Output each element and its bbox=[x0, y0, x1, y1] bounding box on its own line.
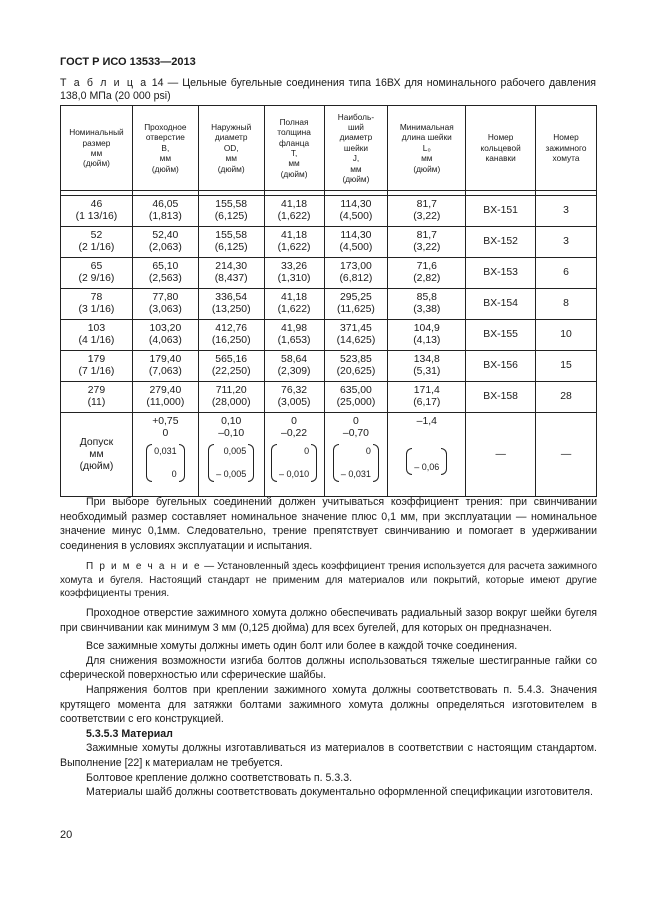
header-line: B, bbox=[161, 142, 170, 153]
header-line: T, bbox=[290, 148, 298, 158]
tolerance-inch: 0 bbox=[171, 469, 177, 479]
cell-value: (2,063) bbox=[148, 242, 182, 253]
table-header-row bbox=[61, 106, 597, 191]
paragraph-material: Зажимные хомуты должны изготавливаться из материалов в соответствии с настоящим стандартом. Выполнение [22] к материалам не требуется. bbox=[60, 742, 597, 769]
cell-j bbox=[324, 196, 388, 227]
document-header: ГОСТ Р ИСО 13533—2013 bbox=[60, 56, 196, 68]
header-line: мм bbox=[90, 148, 103, 158]
cell-l bbox=[388, 320, 466, 351]
cell-value: 41,98 bbox=[281, 323, 308, 334]
cell-size bbox=[61, 196, 133, 227]
cell-size bbox=[61, 227, 133, 258]
cell-value: 295,25 bbox=[340, 292, 372, 303]
cell-clamp: 8 bbox=[536, 289, 597, 320]
header-line: кольцевой bbox=[480, 142, 521, 153]
cell-j bbox=[324, 351, 388, 382]
column-header bbox=[132, 106, 198, 191]
paragraph-nuts: Для снижения возможности изгиба болтов должны использоваться тяжелые шестигранные гайки со сферической поверхностью или сферические шайбы. bbox=[60, 654, 597, 682]
cell-value: 58,64 bbox=[281, 354, 308, 365]
tolerance-inch-bracket bbox=[333, 444, 379, 482]
cell-value: (2,309) bbox=[277, 366, 311, 377]
cell-t bbox=[264, 351, 324, 382]
tolerance-mm: –0,70 bbox=[342, 428, 369, 439]
tolerance-inch-bracket bbox=[406, 448, 447, 475]
paragraph-bolts: Все зажимные хомуты должны иметь один болт или более в каждой точке соединения. bbox=[86, 640, 518, 653]
tolerance-row bbox=[61, 413, 597, 497]
cell-l bbox=[388, 382, 466, 413]
cell-b bbox=[132, 320, 198, 351]
column-header bbox=[466, 106, 536, 191]
cell-value: (6,812) bbox=[339, 273, 373, 284]
header-line: отверстие bbox=[145, 132, 185, 143]
cell-od bbox=[198, 320, 264, 351]
cell-value: (4,13) bbox=[413, 335, 441, 346]
tolerance-mm: 0 bbox=[353, 416, 359, 427]
cell-groove: BX-156 bbox=[466, 351, 536, 382]
header-line: Наиболь- bbox=[337, 111, 375, 122]
cell-clamp: 3 bbox=[536, 227, 597, 258]
cell-b bbox=[132, 196, 198, 227]
cell-value: 155,58 bbox=[215, 230, 248, 241]
cell-clamp: 3 bbox=[536, 196, 597, 227]
cell-value: (3 1/16) bbox=[78, 304, 115, 315]
cell-value: 33,26 bbox=[281, 261, 308, 272]
cell-value: (11) bbox=[87, 397, 106, 408]
cell-value: (6,125) bbox=[214, 211, 248, 222]
cell-value: (20,625) bbox=[336, 366, 376, 377]
cell-od bbox=[198, 289, 264, 320]
table-row bbox=[61, 320, 597, 351]
paragraph-washers: Материалы шайб должны соответствовать документально оформленной спецификации изготовителя. bbox=[86, 786, 593, 799]
cell-value: 279 bbox=[87, 385, 106, 396]
header-line: L₀ bbox=[422, 142, 431, 153]
cell-b bbox=[132, 227, 198, 258]
cell-value: 81,7 bbox=[416, 230, 437, 241]
paragraph-bolting: Болтовое крепление должно соответствовать п. 5.3.3. bbox=[86, 771, 353, 784]
cell-value: (4,500) bbox=[339, 211, 373, 222]
tolerance-label-line: мм bbox=[89, 448, 104, 460]
tolerance-label-line: (дюйм) bbox=[79, 460, 114, 472]
cell-l bbox=[388, 196, 466, 227]
note-label: П р и м е ч а н и е bbox=[86, 561, 202, 573]
column-header bbox=[198, 106, 264, 191]
cell-groove: BX-151 bbox=[466, 196, 536, 227]
cell-groove: BX-158 bbox=[466, 382, 536, 413]
header-line: диаметр bbox=[339, 132, 373, 143]
column-header bbox=[536, 106, 597, 191]
cell-value: 635,00 bbox=[340, 385, 372, 396]
cell-value: (1 13/16) bbox=[75, 211, 118, 222]
cell-value: 41,18 bbox=[281, 230, 308, 241]
cell-value: 214,30 bbox=[215, 261, 248, 272]
header-line: OD, bbox=[223, 142, 239, 153]
header-line: шейки bbox=[343, 142, 369, 153]
cell-value: 65 bbox=[90, 261, 103, 272]
cell-size bbox=[61, 382, 133, 413]
cell-od bbox=[198, 351, 264, 382]
tolerance-mm: 0,10 bbox=[221, 416, 242, 427]
cell-od bbox=[198, 196, 264, 227]
cell-groove: BX-154 bbox=[466, 289, 536, 320]
cell-value: (22,250) bbox=[211, 366, 251, 377]
cell-value: 41,18 bbox=[281, 292, 308, 303]
cell-l bbox=[388, 351, 466, 382]
cell-j bbox=[324, 258, 388, 289]
cell-od bbox=[198, 382, 264, 413]
header-line: ший bbox=[347, 121, 364, 132]
cell-j bbox=[324, 227, 388, 258]
cell-value: 78 bbox=[90, 292, 103, 303]
cell-value: 114,30 bbox=[340, 230, 372, 241]
header-line: Минимальная bbox=[399, 121, 454, 132]
header-line: Номинальный bbox=[69, 127, 124, 138]
header-line: Номер bbox=[487, 132, 514, 143]
cell-value: 81,7 bbox=[416, 199, 437, 210]
header-line: канавки bbox=[485, 153, 516, 164]
header-line: мм bbox=[421, 153, 433, 164]
cell-value: 65,10 bbox=[152, 261, 179, 272]
cell-value: (3,005) bbox=[277, 397, 311, 408]
tolerance-inch: 0,031 bbox=[154, 446, 177, 456]
cell-value: (14,625) bbox=[336, 335, 376, 346]
column-header bbox=[324, 106, 388, 191]
cell-clamp: 6 bbox=[536, 258, 597, 289]
cell-value: 336,54 bbox=[215, 292, 248, 303]
cell-value: (3,38) bbox=[413, 304, 441, 315]
cell-value: (1,653) bbox=[277, 335, 311, 346]
table-caption-text: 14 — Цельные бугельные соединения типа 16ВХ для номинального рабочего давления 138,0 МПа (20 000 psi) bbox=[60, 77, 597, 102]
cell-value: (1,310) bbox=[277, 273, 311, 284]
cell-l bbox=[388, 258, 466, 289]
cell-groove: BX-153 bbox=[466, 258, 536, 289]
tolerance-label bbox=[61, 413, 133, 497]
cell-value: (1,622) bbox=[277, 304, 311, 315]
cell-value: 114,30 bbox=[340, 199, 372, 210]
tolerance-inch: – 0,06 bbox=[414, 462, 440, 472]
tolerance-mm: –1,4 bbox=[416, 416, 437, 427]
cell-value: (7 1/16) bbox=[78, 366, 115, 377]
cell-value: 134,8 bbox=[413, 354, 440, 365]
header-line: диаметр bbox=[214, 132, 248, 143]
cell-b bbox=[132, 382, 198, 413]
cell-clamp: 28 bbox=[536, 382, 597, 413]
header-line: (дюйм) bbox=[342, 174, 370, 185]
tolerance-inch-bracket bbox=[271, 444, 317, 482]
cell-value: 711,20 bbox=[215, 385, 247, 396]
cell-value: (1,622) bbox=[277, 211, 311, 222]
cell-t bbox=[264, 382, 324, 413]
header-line: фланца bbox=[279, 137, 310, 148]
cell-value: (16,250) bbox=[211, 335, 251, 346]
table-row bbox=[61, 289, 597, 320]
cell-value: 52,40 bbox=[152, 230, 179, 241]
cell-od bbox=[198, 227, 264, 258]
tolerance-inch: 0,005 bbox=[223, 446, 247, 456]
cell-b bbox=[132, 289, 198, 320]
cell-value: 85,8 bbox=[416, 292, 437, 303]
cell-value: (3,22) bbox=[413, 211, 441, 222]
cell-value: 279,40 bbox=[149, 385, 182, 396]
cell-value: (1,622) bbox=[277, 242, 311, 253]
cell-value: (2,563) bbox=[148, 273, 182, 284]
header-line: Проходное bbox=[144, 121, 187, 132]
cell-value: (3,063) bbox=[148, 304, 182, 315]
note bbox=[60, 560, 597, 600]
header-line: длина шейки bbox=[401, 132, 452, 143]
cell-j bbox=[324, 320, 388, 351]
header-line: Номер bbox=[553, 132, 579, 143]
tolerance-inch: – 0,031 bbox=[340, 469, 371, 479]
cell-l bbox=[388, 289, 466, 320]
tolerance-mm: +0,75 bbox=[152, 416, 179, 427]
header-line: (дюйм) bbox=[82, 158, 110, 169]
tolerance-inch: 0 bbox=[304, 446, 310, 456]
cell-value: 103,20 bbox=[149, 323, 182, 334]
cell-value: (1,813) bbox=[148, 211, 182, 222]
cell-value: (11,625) bbox=[336, 304, 375, 315]
cell-value: 171,4 bbox=[413, 385, 440, 396]
cell-j bbox=[324, 382, 388, 413]
header-line: J, bbox=[352, 153, 360, 164]
cell-value: 179,40 bbox=[149, 354, 182, 365]
table-row bbox=[61, 351, 597, 382]
cell-l bbox=[388, 227, 466, 258]
page-number: 20 bbox=[60, 829, 73, 841]
cell-value: 179 bbox=[87, 354, 106, 365]
tolerance-groove: — bbox=[466, 413, 536, 497]
tolerance-clamp: — bbox=[536, 413, 597, 497]
cell-size bbox=[61, 258, 133, 289]
tolerance-mm: –0,10 bbox=[218, 428, 245, 439]
tolerance-mm: 0 bbox=[162, 428, 169, 439]
cell-value: (13,250) bbox=[211, 304, 251, 315]
cell-value: (7,063) bbox=[148, 366, 182, 377]
cell-value: 104,9 bbox=[413, 323, 440, 334]
cell-value: (5,31) bbox=[413, 366, 441, 377]
header-line: мм bbox=[225, 153, 237, 164]
tolerance-mm: –0,22 bbox=[281, 428, 308, 439]
cell-value: (4,500) bbox=[339, 242, 373, 253]
paragraph-friction: При выборе бугельных соединений должен учитываться коэффициент трения: при свинчивании необходимый размер составляет номинальное значение плюс 0,1 мм, при эксплуатации — номинальное значение минус 0,1мм. Следовательно, трение препятствует свинчиванию и помогает в удерживании соединения в условиях эксплуатации и испытания. bbox=[60, 496, 597, 552]
cell-b bbox=[132, 351, 198, 382]
table-caption bbox=[60, 77, 596, 103]
cell-value: 46 bbox=[90, 199, 103, 210]
cell-value: (3,22) bbox=[413, 242, 441, 253]
cell-groove: BX-155 bbox=[466, 320, 536, 351]
cell-value: (4 1/16) bbox=[78, 335, 115, 346]
tolerance-inch: – 0,005 bbox=[216, 469, 247, 479]
cell-value: (11,000) bbox=[146, 397, 185, 408]
column-header bbox=[264, 106, 324, 191]
table-caption-label: Т а б л и ц а bbox=[60, 77, 148, 89]
cell-value: (2,82) bbox=[413, 273, 441, 284]
cell-b bbox=[132, 258, 198, 289]
cell-value: 52 bbox=[90, 230, 103, 241]
tolerance-od bbox=[198, 413, 264, 497]
cell-clamp: 10 bbox=[536, 320, 597, 351]
tolerance-inch-bracket bbox=[146, 444, 185, 482]
header-line: Полная bbox=[279, 116, 309, 127]
header-line: толщина bbox=[277, 127, 311, 138]
cell-value: 103 bbox=[87, 323, 106, 334]
column-header bbox=[388, 106, 466, 191]
cell-groove: BX-152 bbox=[466, 227, 536, 258]
cell-j bbox=[324, 289, 388, 320]
cell-value: (6,125) bbox=[214, 242, 248, 253]
cell-t bbox=[264, 227, 324, 258]
header-line: (дюйм) bbox=[280, 168, 308, 179]
spec-table bbox=[60, 105, 597, 497]
cell-t bbox=[264, 258, 324, 289]
cell-value: (28,000) bbox=[211, 397, 251, 408]
cell-value: 173,00 bbox=[340, 261, 372, 272]
cell-t bbox=[264, 196, 324, 227]
tolerance-t bbox=[264, 413, 324, 497]
header-line: (дюйм) bbox=[413, 163, 441, 174]
tolerance-inch: – 0,010 bbox=[279, 469, 310, 479]
header-line: мм bbox=[288, 158, 300, 169]
tolerance-inch-bracket bbox=[208, 444, 254, 482]
cell-value: 371,45 bbox=[340, 323, 372, 334]
cell-value: (4,063) bbox=[148, 335, 182, 346]
cell-size bbox=[61, 320, 133, 351]
header-line: (дюйм) bbox=[217, 163, 245, 174]
cell-value: (8,437) bbox=[214, 273, 248, 284]
tolerance-inch bbox=[412, 448, 441, 452]
tolerance-inch: 0 bbox=[365, 446, 371, 456]
paragraph-stress: Напряжения болтов при креплении зажимного хомута должны соответствовать п. 5.4.3. Значения крутящего момента для затяжки болтами зажимного хомута должны определяться изготовителем в соответствии с его конструкцией. bbox=[60, 683, 597, 726]
body-text bbox=[60, 495, 597, 800]
table-row bbox=[61, 196, 597, 227]
section-heading: 5.3.5.3 Материал bbox=[86, 727, 173, 740]
table-row bbox=[61, 258, 597, 289]
header-line: Наружный bbox=[211, 121, 252, 132]
column-header bbox=[61, 106, 133, 191]
header-line: хомута bbox=[552, 153, 580, 164]
paragraph-clearance: Проходное отверстие зажимного хомута должно обеспечивать радиальный зазор вокруг шейки бугеля при свинчивании как минимум 3 мм (0,125 дюйма) для всех бугелей, для которых он предназначен. bbox=[60, 606, 597, 634]
cell-value: 46,05 bbox=[152, 199, 179, 210]
cell-t bbox=[264, 289, 324, 320]
cell-size bbox=[61, 289, 133, 320]
cell-size bbox=[61, 351, 133, 382]
cell-value: 71,6 bbox=[416, 261, 437, 272]
cell-value: 77,80 bbox=[152, 292, 179, 303]
cell-value: 41,18 bbox=[281, 199, 308, 210]
tolerance-l bbox=[388, 413, 466, 497]
header-line: (дюйм) bbox=[151, 163, 179, 174]
tolerance-mm: 0 bbox=[291, 416, 297, 427]
table-row bbox=[61, 227, 597, 258]
cell-value: (2 9/16) bbox=[78, 273, 115, 284]
note-text: — Установленный здесь коэффициент трения используется для расчета зажимного хомута и бугеля. Настоящий стандарт не применим для материалов или покрытий, которые имеют другие коэффициенты трения. bbox=[60, 561, 598, 599]
header-line: размер bbox=[82, 137, 111, 148]
cell-value: 565,16 bbox=[215, 354, 248, 365]
tolerance-j bbox=[324, 413, 388, 497]
cell-clamp: 15 bbox=[536, 351, 597, 382]
cell-od bbox=[198, 258, 264, 289]
cell-value: (6,17) bbox=[413, 397, 441, 408]
cell-value: 523,85 bbox=[340, 354, 372, 365]
cell-value: (25,000) bbox=[336, 397, 376, 408]
cell-value: 76,32 bbox=[281, 385, 308, 396]
table-row bbox=[61, 382, 597, 413]
tolerance-b bbox=[132, 413, 198, 497]
cell-value: 155,58 bbox=[215, 199, 248, 210]
tolerance-label-line: Допуск bbox=[79, 436, 114, 448]
cell-value: 412,76 bbox=[215, 323, 248, 334]
header-line: зажимного bbox=[545, 142, 587, 153]
header-line: мм bbox=[350, 163, 362, 174]
cell-value: (2 1/16) bbox=[78, 242, 115, 253]
header-line: мм bbox=[159, 153, 172, 164]
cell-t bbox=[264, 320, 324, 351]
